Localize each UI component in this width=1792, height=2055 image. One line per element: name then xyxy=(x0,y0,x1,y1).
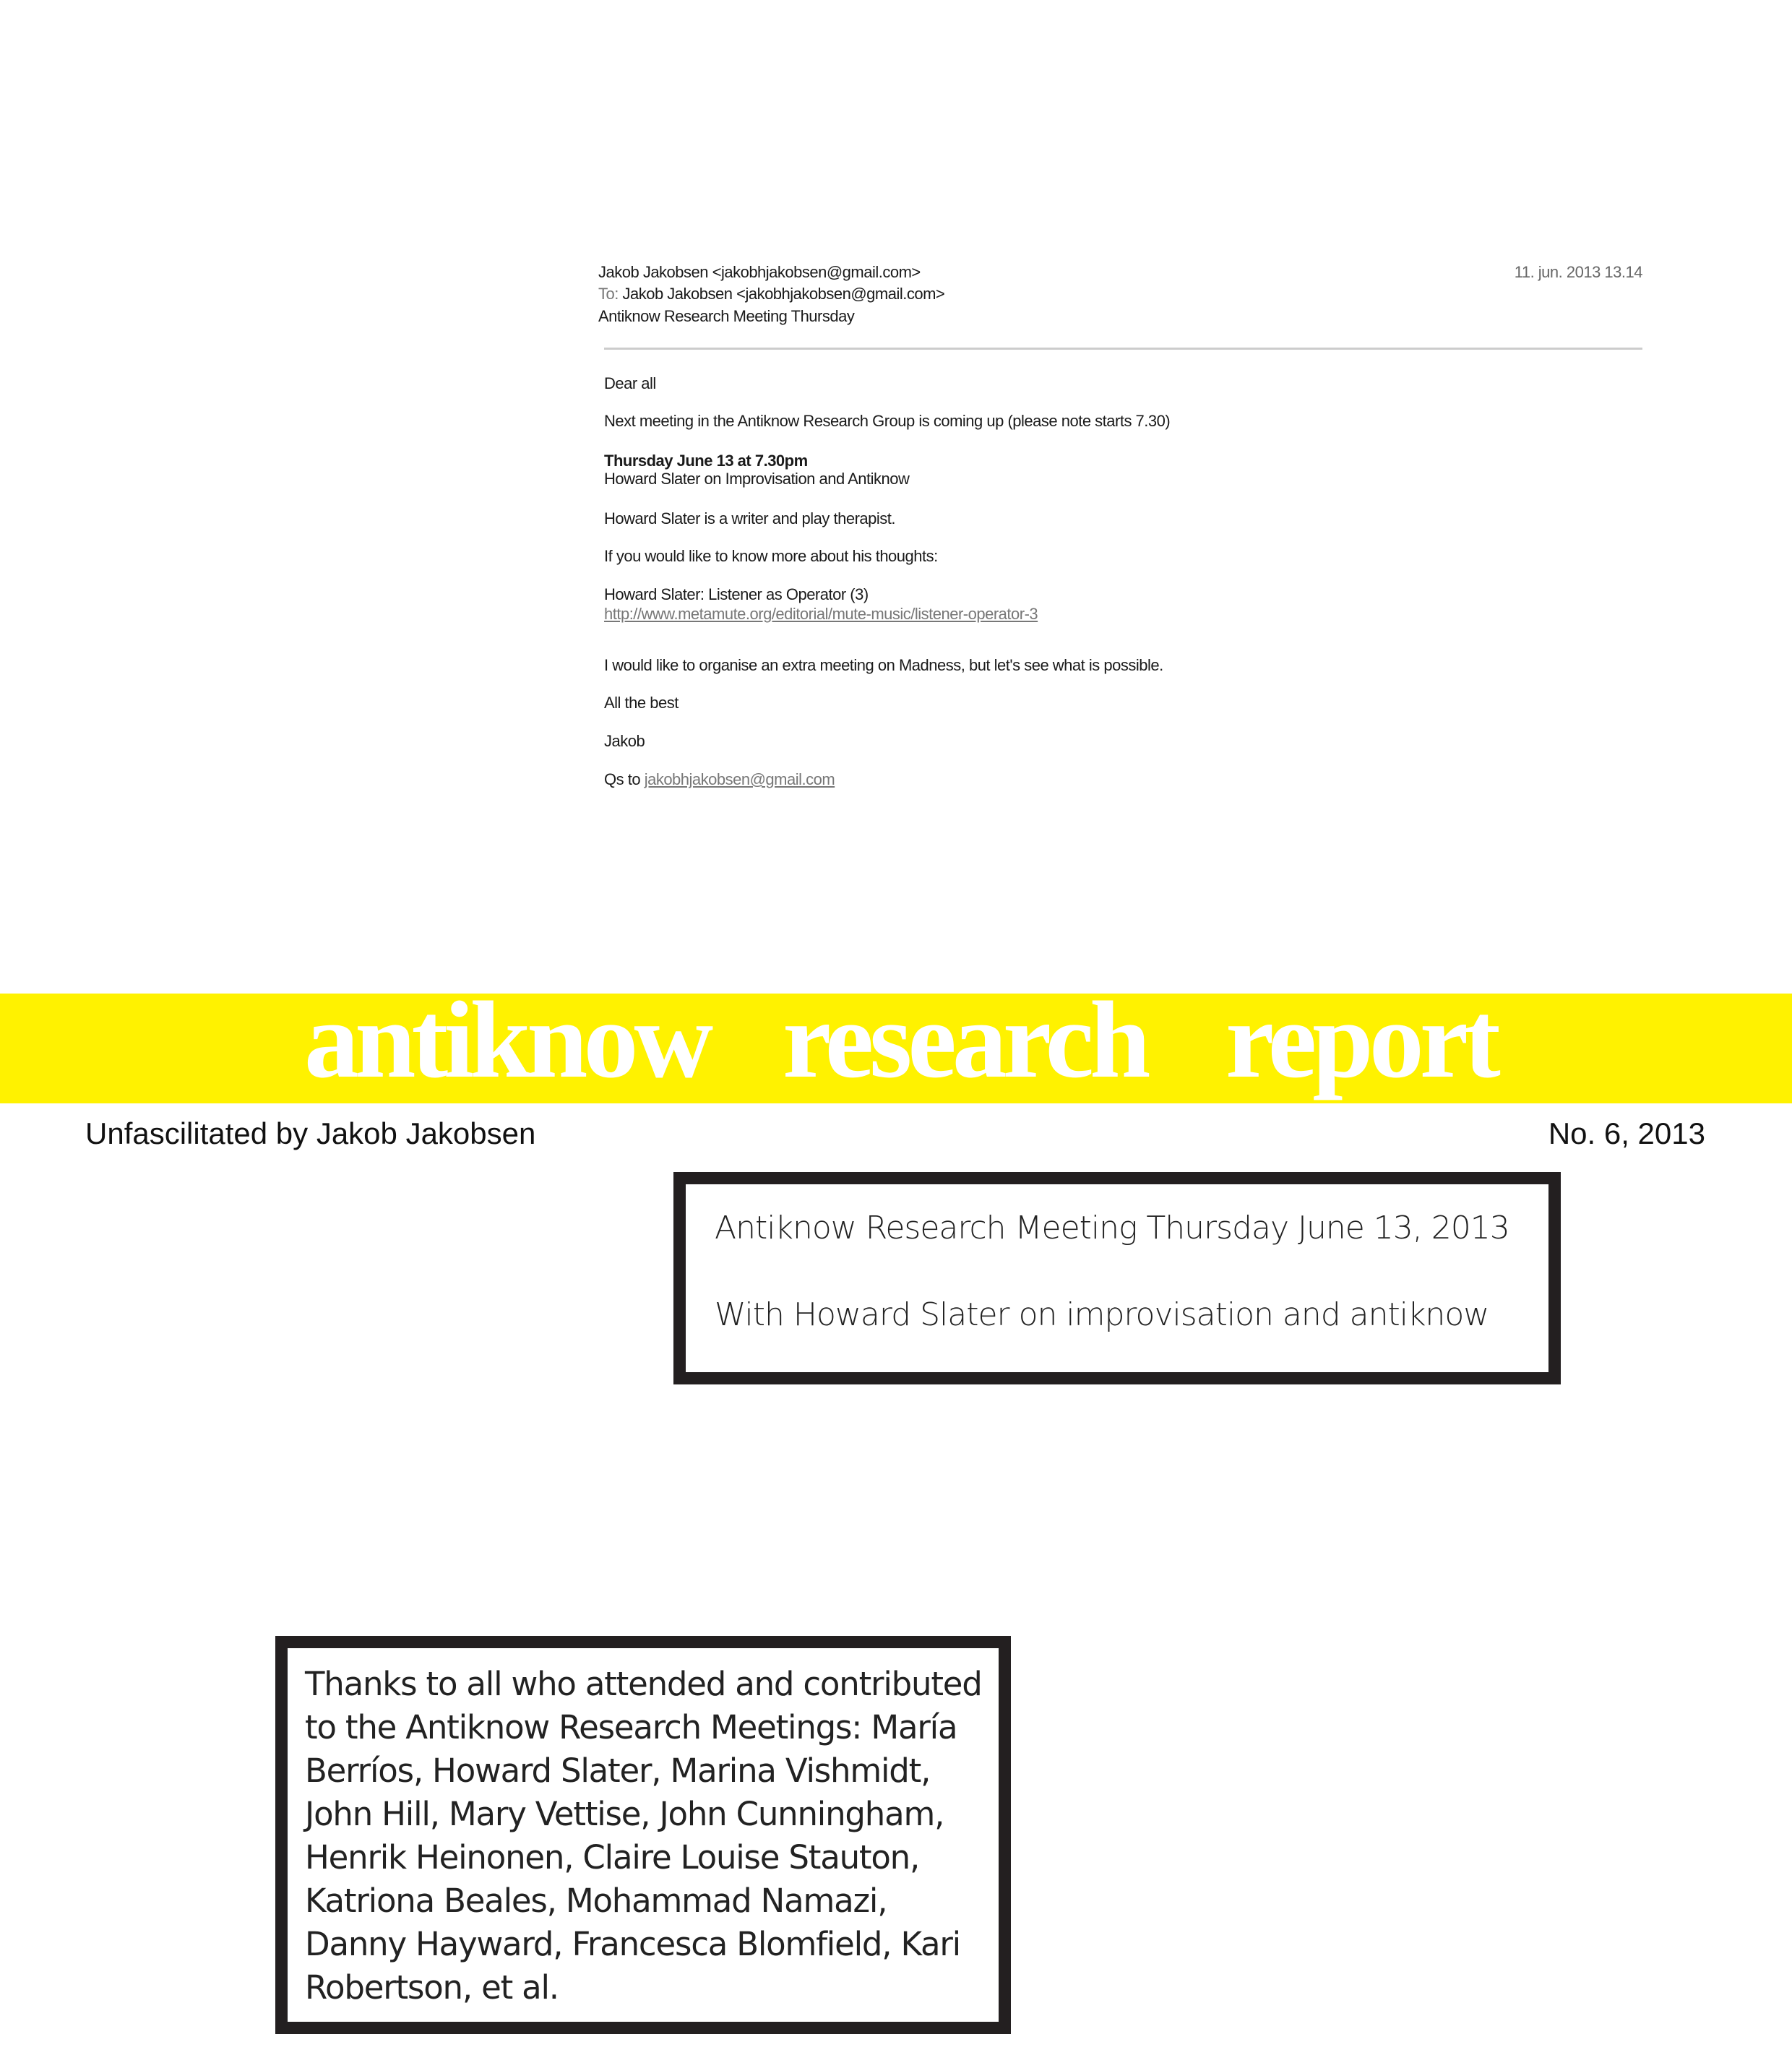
email-to xyxy=(598,285,944,303)
issue-number: No. 6, 2013 xyxy=(1548,1116,1705,1150)
reference-title: Howard Slater: Listener as Operator (3) xyxy=(604,585,869,603)
masthead-word: research xyxy=(783,979,1147,1100)
greeting: Dear all xyxy=(604,374,656,392)
reference-link[interactable]: http://www.metamute.org/editorial/mute-music/listener-operator-3 xyxy=(604,605,1038,623)
qs-email-link[interactable]: jakobhjakobsen@gmail.com xyxy=(644,770,835,788)
masthead-word: antiknow xyxy=(304,979,710,1100)
body-line: Howard Slater is a writer and play therapist. xyxy=(604,509,896,527)
thanks-box xyxy=(275,1636,1011,2034)
to-address: Jakob Jakobsen <jakobhjakobsen@gmail.com> xyxy=(622,285,945,303)
thanks-text: Thanks to all who attended and contributed to the Antiknow Research Meetings: María Berríos, Howard Slater, Marina Vishmidt, John Hill, Mary Vettise, John Cunningham, Henrik Heinonen, Claire Louise Stauton, Katriona Beales, Mohammad Namazi, Danny Hayward, Francesca Blomfield, Kari Robertson, et al. xyxy=(305,1665,982,2007)
email-from: Jakob Jakobsen <jakobhjakobsen@gmail.com> xyxy=(598,263,921,281)
body-line: I would like to organise an extra meeting on Madness, but let's see what is possible. xyxy=(604,656,1163,674)
to-label: To: xyxy=(598,285,619,303)
body-line: Next meeting in the Antiknow Research Group is coming up (please note starts 7.30) xyxy=(604,412,1171,430)
meeting-box xyxy=(673,1172,1561,1384)
event-title: Howard Slater on Improvisation and Antiknow xyxy=(604,470,910,488)
qs-line xyxy=(604,770,835,789)
meeting-title: Antiknow Research Meeting Thursday June 13, 2013 xyxy=(715,1210,1509,1246)
email-date: 11. jun. 2013 13.14 xyxy=(1514,263,1642,281)
byline: Unfascilitated by Jakob Jakobsen xyxy=(85,1116,536,1150)
divider xyxy=(604,348,1642,350)
body-line: If you would like to know more about his thoughts: xyxy=(604,547,938,565)
event-date: Thursday June 13 at 7.30pm xyxy=(604,452,808,470)
masthead-band xyxy=(0,979,1792,1103)
email-subject: Antiknow Research Meeting Thursday xyxy=(598,307,855,325)
masthead-word: report xyxy=(1225,979,1496,1100)
meeting-subtitle: With Howard Slater on improvisation and antiknow xyxy=(715,1296,1489,1333)
closing: All the best xyxy=(604,694,679,712)
signature: Jakob xyxy=(604,732,645,750)
qs-label: Qs to xyxy=(604,770,641,788)
